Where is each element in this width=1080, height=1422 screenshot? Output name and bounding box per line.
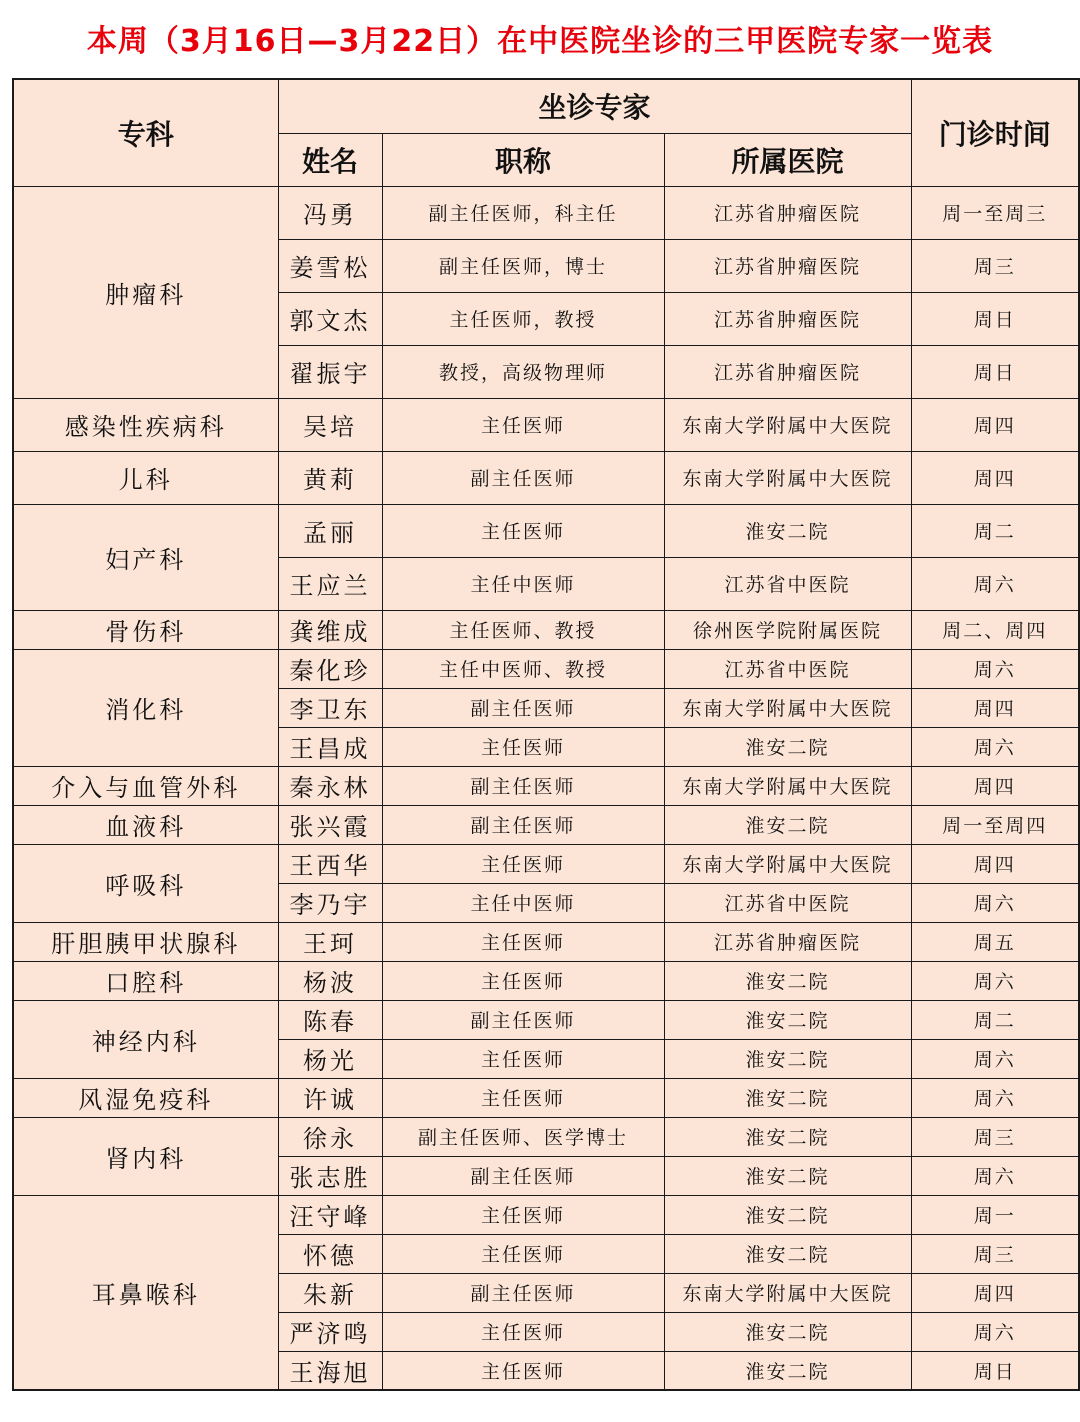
expert-name-cell: 龚维成 bbox=[278, 610, 382, 649]
position-cell: 主任医师 bbox=[382, 1351, 664, 1390]
hospital-cell: 淮安二院 bbox=[664, 1000, 911, 1039]
clinic-time-cell: 周三 bbox=[911, 1117, 1079, 1156]
clinic-time-cell: 周五 bbox=[911, 922, 1079, 961]
position-cell: 主任医师 bbox=[382, 1039, 664, 1078]
clinic-time-cell: 周六 bbox=[911, 727, 1079, 766]
hospital-cell: 淮安二院 bbox=[664, 805, 911, 844]
clinic-time-cell: 周日 bbox=[911, 1351, 1079, 1390]
hospital-cell: 淮安二院 bbox=[664, 1195, 911, 1234]
department-cell: 血液科 bbox=[13, 805, 278, 844]
expert-name-cell: 李乃宇 bbox=[278, 883, 382, 922]
position-cell: 副主任医师、医学博士 bbox=[382, 1117, 664, 1156]
table-row bbox=[13, 610, 1079, 649]
position-cell: 主任医师 bbox=[382, 1234, 664, 1273]
expert-name-cell: 冯勇 bbox=[278, 186, 382, 239]
clinic-time-cell: 周二、周四 bbox=[911, 610, 1079, 649]
expert-name-cell: 许诚 bbox=[278, 1078, 382, 1117]
expert-name-cell: 王珂 bbox=[278, 922, 382, 961]
hospital-cell: 淮安二院 bbox=[664, 1351, 911, 1390]
expert-name-cell: 秦永林 bbox=[278, 766, 382, 805]
hospital-cell: 东南大学附属中大医院 bbox=[664, 1273, 911, 1312]
hospital-cell: 东南大学附属中大医院 bbox=[664, 398, 911, 451]
hospital-cell: 淮安二院 bbox=[664, 504, 911, 557]
department-cell: 感染性疾病科 bbox=[13, 398, 278, 451]
table-row bbox=[13, 1117, 1079, 1156]
hospital-cell: 东南大学附属中大医院 bbox=[664, 766, 911, 805]
department-cell: 神经内科 bbox=[13, 1000, 278, 1078]
position-cell: 副主任医师 bbox=[382, 1273, 664, 1312]
hospital-cell: 东南大学附属中大医院 bbox=[664, 844, 911, 883]
table-row bbox=[13, 766, 1079, 805]
department-cell: 消化科 bbox=[13, 649, 278, 766]
hospital-cell: 淮安二院 bbox=[664, 1039, 911, 1078]
hospital-cell: 江苏省肿瘤医院 bbox=[664, 239, 911, 292]
position-cell: 主任医师 bbox=[382, 844, 664, 883]
table-row bbox=[13, 649, 1079, 688]
position-cell: 主任中医师、教授 bbox=[382, 649, 664, 688]
expert-name-cell: 孟丽 bbox=[278, 504, 382, 557]
expert-name-cell: 秦化珍 bbox=[278, 649, 382, 688]
position-cell: 副主任医师 bbox=[382, 1000, 664, 1039]
expert-name-cell: 张志胜 bbox=[278, 1156, 382, 1195]
hospital-cell: 东南大学附属中大医院 bbox=[664, 688, 911, 727]
clinic-time-cell: 周六 bbox=[911, 649, 1079, 688]
table-row bbox=[13, 451, 1079, 504]
position-cell: 主任医师，教授 bbox=[382, 292, 664, 345]
position-cell: 副主任医师 bbox=[382, 688, 664, 727]
hospital-cell: 江苏省肿瘤医院 bbox=[664, 292, 911, 345]
hospital-cell: 徐州医学院附属医院 bbox=[664, 610, 911, 649]
expert-name-cell: 王海旭 bbox=[278, 1351, 382, 1390]
clinic-time-cell: 周六 bbox=[911, 557, 1079, 610]
clinic-time-cell: 周三 bbox=[911, 1234, 1079, 1273]
clinic-time-cell: 周六 bbox=[911, 1039, 1079, 1078]
hospital-cell: 淮安二院 bbox=[664, 1117, 911, 1156]
clinic-time-cell: 周一 bbox=[911, 1195, 1079, 1234]
expert-name-cell: 严济鸣 bbox=[278, 1312, 382, 1351]
clinic-time-cell: 周四 bbox=[911, 688, 1079, 727]
position-cell: 副主任医师 bbox=[382, 766, 664, 805]
position-cell: 主任医师 bbox=[382, 504, 664, 557]
clinic-time-cell: 周四 bbox=[911, 1273, 1079, 1312]
header-experts: 坐诊专家 bbox=[278, 79, 911, 133]
hospital-cell: 东南大学附属中大医院 bbox=[664, 451, 911, 504]
header-position: 职称 bbox=[382, 133, 664, 186]
position-cell: 副主任医师 bbox=[382, 451, 664, 504]
table-row bbox=[13, 1000, 1079, 1039]
expert-schedule-table bbox=[12, 78, 1080, 1391]
position-cell: 主任医师 bbox=[382, 1195, 664, 1234]
department-cell: 肝胆胰甲状腺科 bbox=[13, 922, 278, 961]
department-cell: 妇产科 bbox=[13, 504, 278, 610]
expert-name-cell: 陈春 bbox=[278, 1000, 382, 1039]
hospital-cell: 江苏省中医院 bbox=[664, 557, 911, 610]
table-row bbox=[13, 186, 1079, 239]
position-cell: 主任医师 bbox=[382, 922, 664, 961]
department-cell: 口腔科 bbox=[13, 961, 278, 1000]
page-title: 本周（3月16日—3月22日）在中医院坐诊的三甲医院专家一览表 bbox=[86, 24, 994, 59]
expert-name-cell: 杨波 bbox=[278, 961, 382, 1000]
hospital-cell: 淮安二院 bbox=[664, 1156, 911, 1195]
hospital-cell: 江苏省肿瘤医院 bbox=[664, 345, 911, 398]
clinic-time-cell: 周一至周四 bbox=[911, 805, 1079, 844]
hospital-cell: 江苏省中医院 bbox=[664, 883, 911, 922]
clinic-time-cell: 周四 bbox=[911, 398, 1079, 451]
expert-name-cell: 王西华 bbox=[278, 844, 382, 883]
clinic-time-cell: 周六 bbox=[911, 1078, 1079, 1117]
table-row bbox=[13, 398, 1079, 451]
clinic-time-cell: 周六 bbox=[911, 1156, 1079, 1195]
department-cell: 呼吸科 bbox=[13, 844, 278, 922]
header-hospital: 所属医院 bbox=[664, 133, 911, 186]
position-cell: 主任医师 bbox=[382, 1312, 664, 1351]
department-cell: 介入与血管外科 bbox=[13, 766, 278, 805]
hospital-cell: 淮安二院 bbox=[664, 1078, 911, 1117]
hospital-cell: 淮安二院 bbox=[664, 1234, 911, 1273]
expert-name-cell: 怀德 bbox=[278, 1234, 382, 1273]
position-cell: 主任医师 bbox=[382, 727, 664, 766]
table-row bbox=[13, 504, 1079, 557]
expert-name-cell: 姜雪松 bbox=[278, 239, 382, 292]
position-cell: 主任中医师 bbox=[382, 557, 664, 610]
header-department: 专科 bbox=[13, 79, 278, 186]
position-cell: 副主任医师 bbox=[382, 1156, 664, 1195]
department-cell: 肾内科 bbox=[13, 1117, 278, 1195]
table-row bbox=[13, 922, 1079, 961]
expert-name-cell: 黄莉 bbox=[278, 451, 382, 504]
department-cell: 肿瘤科 bbox=[13, 186, 278, 398]
position-cell: 主任医师 bbox=[382, 1078, 664, 1117]
clinic-time-cell: 周四 bbox=[911, 451, 1079, 504]
clinic-time-cell: 周日 bbox=[911, 345, 1079, 398]
hospital-cell: 江苏省肿瘤医院 bbox=[664, 922, 911, 961]
clinic-time-cell: 周四 bbox=[911, 766, 1079, 805]
department-cell: 儿科 bbox=[13, 451, 278, 504]
clinic-time-cell: 周六 bbox=[911, 1312, 1079, 1351]
expert-name-cell: 王应兰 bbox=[278, 557, 382, 610]
hospital-cell: 淮安二院 bbox=[664, 727, 911, 766]
clinic-time-cell: 周四 bbox=[911, 844, 1079, 883]
clinic-time-cell: 周二 bbox=[911, 1000, 1079, 1039]
header-clinic-time: 门诊时间 bbox=[911, 79, 1079, 186]
position-cell: 主任中医师 bbox=[382, 883, 664, 922]
clinic-time-cell: 周六 bbox=[911, 883, 1079, 922]
position-cell: 副主任医师，科主任 bbox=[382, 186, 664, 239]
expert-name-cell: 张兴霞 bbox=[278, 805, 382, 844]
clinic-time-cell: 周日 bbox=[911, 292, 1079, 345]
clinic-time-cell: 周一至周三 bbox=[911, 186, 1079, 239]
expert-name-cell: 王昌成 bbox=[278, 727, 382, 766]
position-cell: 主任医师 bbox=[382, 398, 664, 451]
department-cell: 风湿免疫科 bbox=[13, 1078, 278, 1117]
header-name: 姓名 bbox=[278, 133, 382, 186]
expert-name-cell: 朱新 bbox=[278, 1273, 382, 1312]
table-row bbox=[13, 1195, 1079, 1234]
expert-name-cell: 杨光 bbox=[278, 1039, 382, 1078]
position-cell: 副主任医师 bbox=[382, 805, 664, 844]
table-row bbox=[13, 805, 1079, 844]
hospital-cell: 淮安二院 bbox=[664, 1312, 911, 1351]
table-row bbox=[13, 1078, 1079, 1117]
expert-name-cell: 李卫东 bbox=[278, 688, 382, 727]
department-cell: 骨伤科 bbox=[13, 610, 278, 649]
expert-name-cell: 郭文杰 bbox=[278, 292, 382, 345]
position-cell: 副主任医师，博士 bbox=[382, 239, 664, 292]
table-row bbox=[13, 844, 1079, 883]
position-cell: 主任医师 bbox=[382, 961, 664, 1000]
expert-name-cell: 汪守峰 bbox=[278, 1195, 382, 1234]
clinic-time-cell: 周六 bbox=[911, 961, 1079, 1000]
hospital-cell: 淮安二院 bbox=[664, 961, 911, 1000]
table-row bbox=[13, 961, 1079, 1000]
position-cell: 教授，高级物理师 bbox=[382, 345, 664, 398]
expert-name-cell: 吴培 bbox=[278, 398, 382, 451]
expert-name-cell: 徐永 bbox=[278, 1117, 382, 1156]
hospital-cell: 江苏省中医院 bbox=[664, 649, 911, 688]
clinic-time-cell: 周二 bbox=[911, 504, 1079, 557]
position-cell: 主任医师、教授 bbox=[382, 610, 664, 649]
table-body bbox=[13, 186, 1079, 1390]
hospital-cell: 江苏省肿瘤医院 bbox=[664, 186, 911, 239]
expert-name-cell: 翟振宇 bbox=[278, 345, 382, 398]
clinic-time-cell: 周三 bbox=[911, 239, 1079, 292]
department-cell: 耳鼻喉科 bbox=[13, 1195, 278, 1390]
